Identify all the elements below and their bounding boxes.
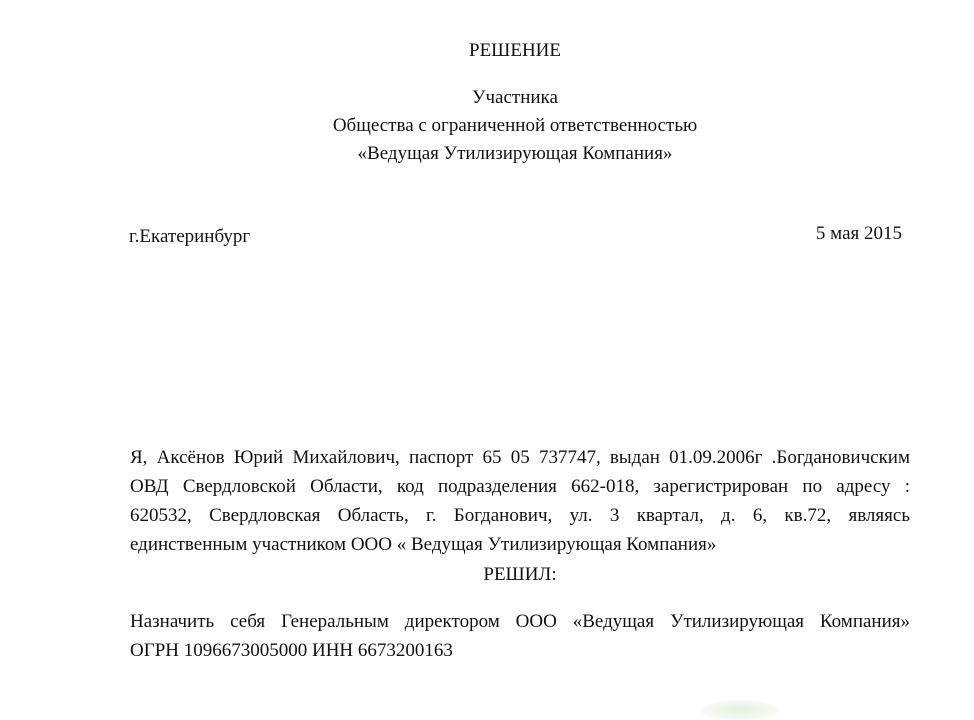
document-date: 5 мая 2015 [815,223,902,244]
statement-line: единственным участником ООО « Ведущая Утилизирующая Компания» [130,534,717,555]
subtitle-company-name: «Ведущая Утилизирующая Компания» [357,143,673,164]
resolved-heading: РЕШИЛ: [483,564,557,585]
statement-line: ОВД Свердловской Области, код подразделения 662-018, зарегистрирован по адресу : [130,476,910,497]
decision-line: ОГРН 1096673005000 ИНН 6673200163 [130,640,453,661]
decision-paragraph [130,607,910,665]
city: г.Екатеринбург [129,226,251,247]
statement-line: 620532, Свердловская Область, г. Богданович, ул. 3 квартал, д. 6, кв.72, являясь [130,505,910,526]
subtitle-company-type: Общества с ограниченной ответственностью [332,115,698,136]
document-title: РЕШЕНИЕ [469,40,561,61]
subtitle-participant: Участника [472,87,558,108]
scan-smudge [700,700,780,720]
statement-line: Я, Аксёнов Юрий Михайлович, паспорт 65 05 737747, выдан 01.09.2006г .Богдановичским [130,447,910,468]
decision-line: Назначить себя Генеральным директором ООО «Ведущая Утилизирующая Компания» [130,611,910,632]
statement-paragraph [130,443,910,559]
